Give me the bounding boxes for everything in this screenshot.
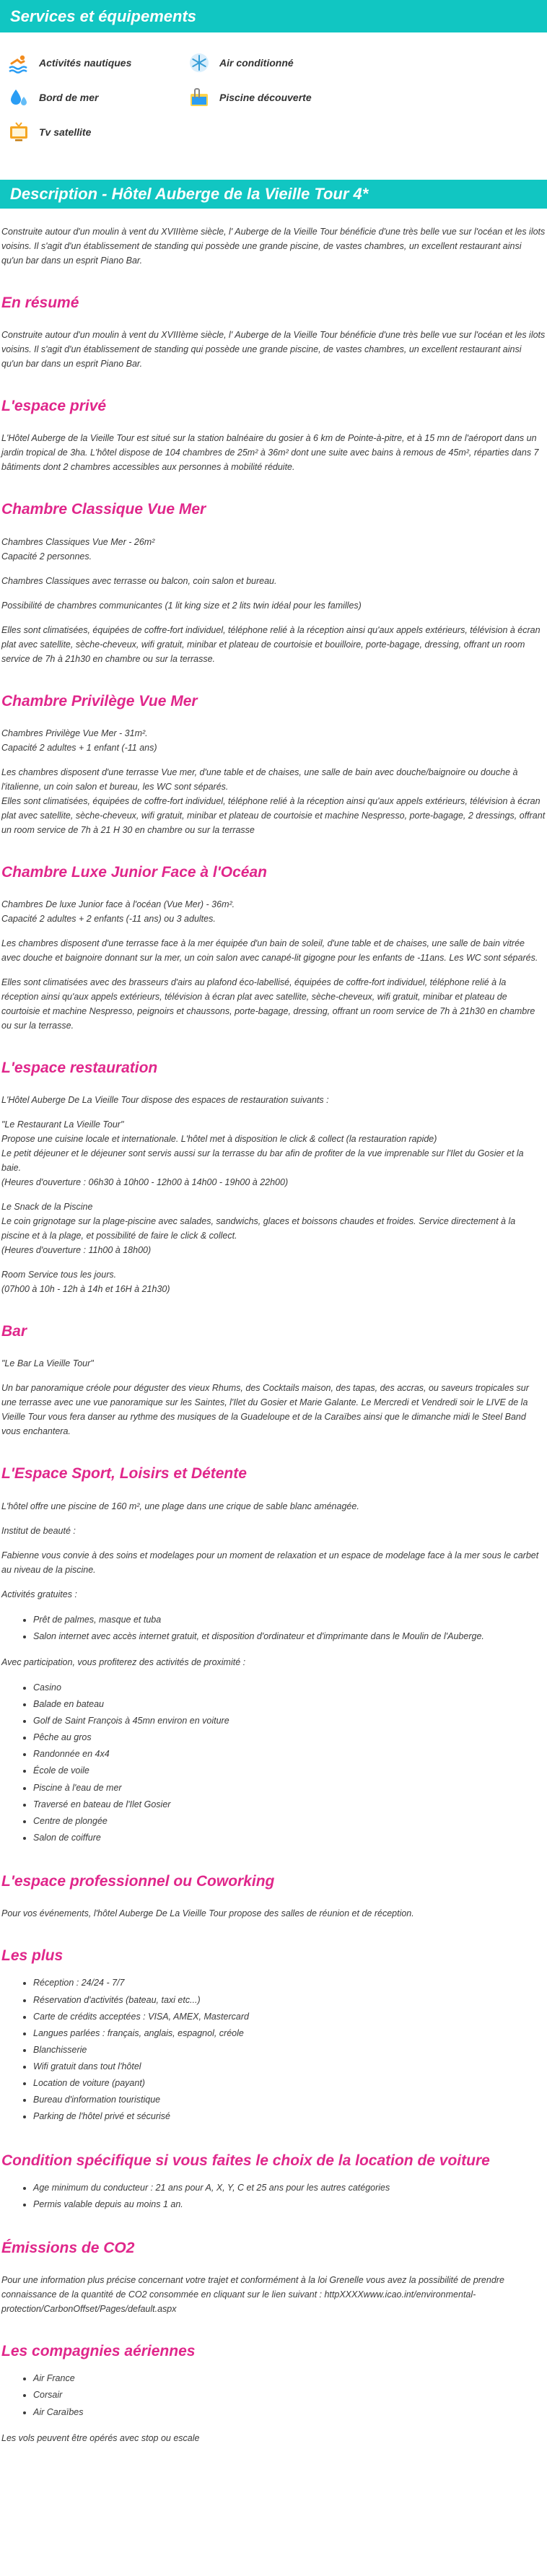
list-item: • Age minimum du conducteur : 21 ans pour A, X, Y, C et 25 ans pour les autres catégories [33, 2180, 546, 2196]
sport-free-label: Activités gratuites : [1, 1589, 77, 1599]
pro-text: Pour vos événements, l'hôtel Auberge De La Vieille Tour propose des salles de réunion et de réception. [1, 1908, 414, 1919]
list-item: • Pêche au gros [33, 1729, 546, 1746]
bar-heading: Bar [1, 1323, 27, 1340]
list-item: • Randonnée en 4x4 [33, 1746, 546, 1763]
list-item: • Salon de coiffure [33, 1830, 546, 1846]
luxe-desc: Les chambres disposent d'une terrasse face à la mer équipée d'un bain de soleil, d'une table et de chaises, une salle de bain vitrée avec douche et baignoire donnant sur la mer, un coin salon avec canapé-lit gigogne pour les enfants de -11ans. Les WC sont séparés. [1, 938, 538, 963]
intro-text: Construite autour d'un moulin à vent du XVIIIème siècle, l' Auberge de la Vieille Tour bénéficie d'une très belle vue sur l'océan et les ilots voisins. Il s'agit d'un établissement de standing qui possède une grande piscine, de vastes chambres, un excellent restaurant ainsi qu'un bar dans un esprit Piano Bar. [1, 227, 546, 266]
amenity-ac [188, 45, 368, 80]
classique-capacity: Chambres Classiques Vue Mer - 26m² Capacité 2 personnes. [1, 536, 155, 562]
co2-text: Pour une information plus précise concernant votre trajet et conformément à la loi Grenelle vous avez la possibilité de prendre connaissance de la quantité de CO2 consommée en cliquant sur le lien suivant : httpXXXXwww.icao.int/environmental-protection/CarbonOffset/Pages/default.aspx [1, 2275, 504, 2315]
list-item: • Permis valable depuis au moins 1 an. [33, 2196, 546, 2213]
paid-activities-list [33, 1680, 546, 1846]
resto-snack: Le Snack de la Piscine Le coin grignotage sur la plage-piscine avec salades, sandwichs, glaces et boissons chaudes et froides. Service directement à la piscine et à la plage, et possibilité de faire le click & collect. (Heures d'ouverture : 11h00 à 18h00) [1, 1202, 516, 1256]
pool-icon [188, 86, 211, 109]
prive-heading: L'espace privé [1, 398, 107, 415]
sport-beauty-label: Institut de beauté : [1, 1525, 76, 1536]
services-header: Services et équipements [0, 0, 547, 32]
resto-intro: L'Hôtel Auberge De La Vieille Tour dispose des espaces de restauration suivants : [1, 1095, 329, 1106]
classique-desc: Chambres Classiques avec terrasse ou balcon, coin salon et bureau. [1, 575, 277, 586]
list-item: • Air Caraïbes [33, 2404, 546, 2421]
sport-pool: L'hôtel offre une piscine de 160 m², une plage dans une crique de sable blanc aménagée. [1, 1501, 359, 1511]
amenity-label: Bord de mer [39, 91, 99, 103]
list-item: • Corsair [33, 2387, 546, 2403]
list-item: • Prêt de palmes, masque et tuba [33, 1612, 546, 1628]
luxe-heading: Chambre Luxe Junior Face à l'Océan [1, 863, 267, 881]
luxe-equipment: Elles sont climatisées avec des brasseurs d'airs au plafond éco-labellisé, équipées de coffre-fort individuel, téléphone relié à la réception ainsi qu'aux appels extérieurs, télévision à écran plat avec satellite, sèche-cheveux, wifi gratuit, minibar et plateau de courtoisie et machine Nespresso, peignoirs et chaussons, porte-bagage, dressing, offrant un room service de 7h à 21h30 en chambre ou sur la terrasse. [1, 977, 535, 1031]
list-item: • Carte de crédits acceptées : VISA, AMEX, Mastercard [33, 2009, 546, 2025]
privilege-desc: Les chambres disposent d'une terrasse Vue mer, d'une table et de chaises, une salle de bain avec douche/baignoire ou douche à l'italienne, un coin salon et bureau, les WC sont séparés. Elles sont climatisées, équipées de coffre-fort individuel, téléphone relié à la réception ainsi qu'aux appels extérieurs, télévision à écran plat avec satellite, sèche-cheveux, wifi gratuit, minibar et plateau de courtoisie et machine Nespresso, porte-bagage, 2 dressings, offrant un room service de 7h à 21 H 30 en chambre ou sur la terrasse [1, 767, 546, 835]
privilege-capacity: Chambres Privilège Vue Mer - 31m². Capacité 2 adultes + 1 enfant (-11 ans) [1, 728, 157, 753]
resto-heading: L'espace restauration [1, 1059, 158, 1076]
list-item: • Centre de plongée [33, 1813, 546, 1830]
airlines-note: Les vols peuvent être opérés avec stop ou escale [1, 2432, 200, 2443]
description-content [0, 224, 547, 2467]
sport-heading: L'Espace Sport, Loisirs et Détente [1, 1465, 247, 1483]
list-item: • Golf de Saint François à 45mn environ en voiture [33, 1713, 546, 1729]
sport-paid-label: Avec participation, vous profiterez des activités de proximité : [1, 1656, 246, 1667]
swimmer-icon [7, 51, 30, 74]
amenity-label: Piscine découverte [219, 91, 312, 103]
bar-desc: Un bar panoramique créole pour déguster des vieux Rhums, des Cocktails maison, des tapas, des accras, ou saveurs tropicales sur une terrasse avec une vue panoramique sur les Saintes, l'Ilet du Gosier et Marie Galante. Le Mercredi et Vendredi soir le LIVE de la Vieille Tour vous fera danser au rythme des musiques de la Guadeloupe et de la Caraïbes ainsi que le dimanche midi le Steel Band vous enchantera. [1, 1383, 529, 1437]
plus-heading: Les plus [1, 1947, 64, 1965]
amenity-nautical [7, 45, 188, 80]
airlines-list [33, 2370, 546, 2420]
sport-beauty-desc: Fabienne vous convie à des soins et modelages pour un moment de relaxation et un espace de modelage face à la mer sous le carbet au niveau de la piscine. [1, 1550, 539, 1575]
plus-list [33, 1975, 546, 2125]
amenity-pool [188, 80, 368, 115]
resto-room-service: Room Service tous les jours. (07h00 à 10h - 12h à 14h et 16H à 21h30) [1, 1270, 170, 1295]
list-item: • Wifi gratuit dans tout l'hôtel [33, 2058, 546, 2075]
list-item: • Balade en bateau [33, 1696, 546, 1713]
list-item: • Blanchisserie [33, 2042, 546, 2058]
list-item: • Bureau d'information touristique [33, 2092, 546, 2108]
classique-communicating: Possibilité de chambres communicantes (1 lit king size et 2 lits twin idéal pour les familles) [1, 600, 362, 611]
luxe-capacity: Chambres De luxe Junior face à l'océan (Vue Mer) - 36m². Capacité 2 adultes + 2 enfants (-11 ans) ou 3 adultes. [1, 899, 235, 924]
amenity-label: Tv satellite [39, 126, 92, 138]
list-item: • Casino [33, 1680, 546, 1696]
prive-text: L'Hôtel Auberge de la Vieille Tour est situé sur la station balnéaire du gosier à 6 km de Pointe-à-pitre, et à 15 mn de l'aéroport dans un jardin tropical de 3ha. L'hôtel dispose de 104 chambres de 25m² à 36m² dont une suite avec bains à remous de 45m², réparties dans 7 bâtiments dont 2 chambres accessibles aux personnes à mobilité réduite. [1, 433, 539, 473]
amenity-label: Air conditionné [219, 56, 294, 69]
classique-equipment: Elles sont climatisées, équipées de coffre-fort individuel, téléphone relié à la réception ainsi qu'aux appels extérieurs, télévision à écran plat avec satellite, sèche-cheveux, wifi gratuit, minibar et plateau de courtoisie et bouilloire, porte-bagage, dressing, offrant un room service de 7h à 21h30 en chambre ou sur la terrasse. [1, 624, 541, 664]
amenities-grid [0, 32, 547, 149]
condition-list [33, 2180, 546, 2213]
list-item: • École de voile [33, 1763, 546, 1779]
resto-restaurant: "Le Restaurant La Vieille Tour" Propose une cuisine locale et internationale. L'hôtel met à disposition le click & collect (la restauration rapide) Le petit déjeuner et le déjeuner sont servis aussi sur la terrasse du bar afin de profiter de la vue imprenable sur l'Ilet du Gosier et la baie. (Heures d'ouverture : 06h30 à 10h00 - 12h00 à 14h00 - 19h00 à 22h00) [1, 1119, 524, 1188]
list-item: • Réception : 24/24 - 7/7 [33, 1975, 546, 1991]
condition-heading: Condition spécifique si vous faites le choix de la location de voiture [1, 2152, 490, 2169]
list-item: • Location de voiture (payant) [33, 2075, 546, 2092]
amenity-seaside [7, 80, 188, 115]
list-item: • Piscine à l'eau de mer [33, 1780, 546, 1796]
classique-heading: Chambre Classique Vue Mer [1, 501, 206, 518]
description-header: Description - Hôtel Auberge de la Vieille Tour 4* [0, 180, 547, 209]
tv-icon [7, 121, 30, 144]
snowflake-icon [188, 51, 211, 74]
list-item: • Traversé en bateau de l'Ilet Gosier [33, 1796, 546, 1813]
amenity-tv [7, 115, 188, 149]
list-item: • Langues parlées : français, anglais, espagnol, créole [33, 2025, 546, 2042]
privilege-heading: Chambre Privilège Vue Mer [1, 692, 198, 710]
list-item: • Salon internet avec accès internet gratuit, et disposition d'ordinateur et d'imprimante dans le Moulin de l'Auberge. [33, 1628, 546, 1645]
list-item: • Parking de l'hôtel privé et sécurisé [33, 2108, 546, 2125]
water-drop-icon [7, 86, 30, 109]
pro-heading: L'espace professionnel ou Coworking [1, 1873, 275, 1890]
airlines-heading: Les compagnies aériennes [1, 2343, 196, 2360]
list-item: • Réservation d'activités (bateau, taxi etc...) [33, 1992, 546, 2009]
free-activities-list [33, 1612, 546, 1645]
list-item: • Air France [33, 2370, 546, 2387]
co2-heading: Émissions de CO2 [1, 2239, 135, 2256]
resume-heading: En résumé [1, 294, 79, 311]
amenity-label: Activités nautiques [39, 56, 132, 69]
bar-name: "Le Bar La Vieille Tour" [1, 1358, 94, 1369]
resume-text: Construite autour d'un moulin à vent du XVIIIème siècle, l' Auberge de la Vieille Tour bénéficie d'une très belle vue sur l'océan et les ilots voisins. Il s'agit d'un établissement de standing qui possède une grande piscine, de vastes chambres, un excellent restaurant ainsi qu'un bar dans un esprit Piano Bar. [1, 330, 546, 370]
